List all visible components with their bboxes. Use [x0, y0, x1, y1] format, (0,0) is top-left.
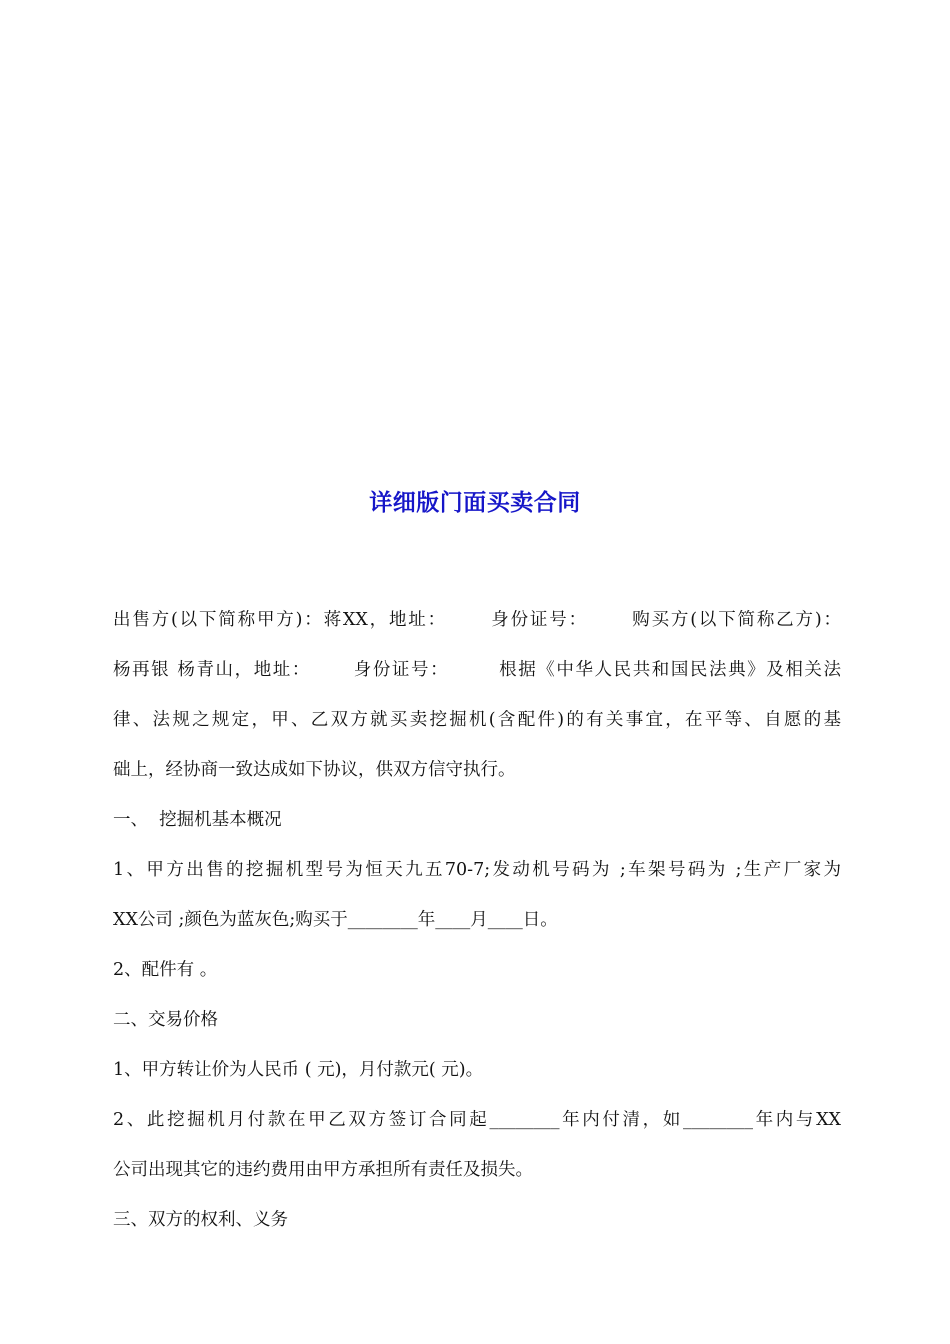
body-line: 2、此挖掘机月付款在甲乙双方签订合同起________年内付清，如________年内与XX — [113, 1110, 841, 1130]
body-line: 律、法规之规定，甲、乙双方就买卖挖掘机(含配件)的有关事宜，在平等、自愿的基 — [113, 710, 841, 730]
body-line: 1、甲方转让价为人民币 ( 元)，月付款元( 元)。 — [113, 1060, 484, 1080]
section-heading: 二、交易价格 — [113, 1010, 218, 1030]
body-line: 公司出现其它的违约费用由甲方承担所有责任及损失。 — [113, 1160, 533, 1180]
body-line: 2、配件有 。 — [113, 960, 218, 980]
body-line: 出售方(以下简称甲方)：蒋XX，地址： 身份证号： 购买方(以下简称乙方)： — [113, 610, 841, 630]
contract-body — [113, 603, 841, 1253]
section-heading: 三、双方的权利、义务 — [113, 1210, 288, 1230]
body-line: 杨再银 杨青山，地址： 身份证号： 根据《中华人民共和国民法典》及相关法 — [113, 660, 841, 680]
body-line: 1、甲方出售的挖掘机型号为恒天九五70-7;发动机号码为 ;车架号码为 ;生产厂家为 — [113, 860, 841, 880]
document-title: 详细版门面买卖合同 — [369, 490, 581, 516]
body-line: XX公司 ;颜色为蓝灰色;购买于________年____月____日。 — [113, 910, 558, 930]
section-heading: 一、 挖掘机基本概况 — [113, 810, 282, 830]
body-line: 础上，经协商一致达成如下协议，供双方信守执行。 — [113, 760, 516, 780]
